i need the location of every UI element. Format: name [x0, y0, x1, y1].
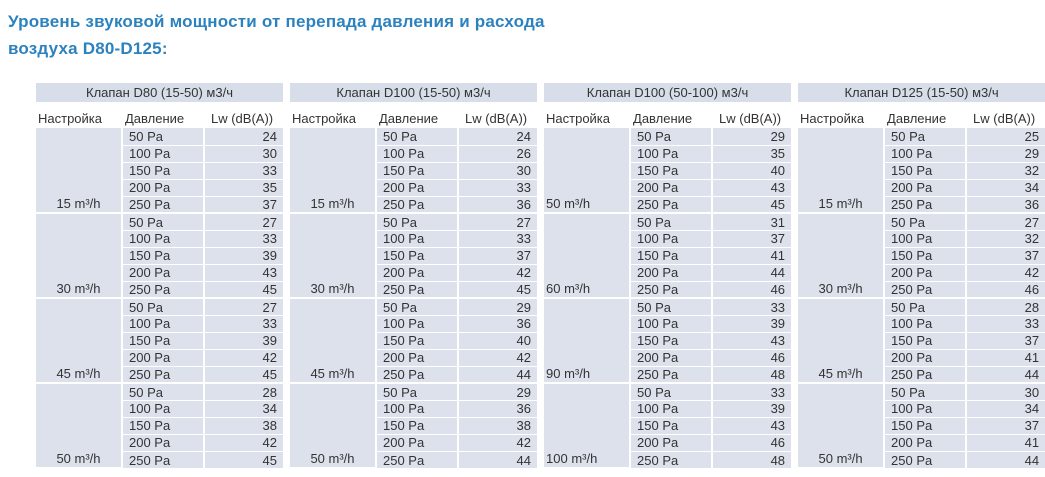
pressure-cell: 250 Pa — [376, 196, 458, 213]
lw-value-cell: 44 — [458, 366, 537, 383]
pressure-cell: 250 Pa — [884, 196, 966, 213]
column-header-lw: Lw (dB(A)) — [458, 102, 537, 128]
valve-table — [36, 83, 283, 469]
lw-value-cell: 29 — [458, 383, 537, 400]
table-row — [290, 213, 537, 230]
lw-value-cell: 45 — [204, 281, 283, 298]
lw-value-cell: 37 — [966, 332, 1045, 349]
lw-value-cell: 45 — [204, 451, 283, 468]
flow-setting-cell: 30 m³/h — [290, 213, 376, 298]
pressure-cell: 250 Pa — [630, 451, 712, 468]
pressure-cell: 150 Pa — [630, 162, 712, 179]
pressure-cell: 150 Pa — [122, 247, 204, 264]
lw-value-cell: 27 — [966, 213, 1045, 230]
pressure-cell: 50 Pa — [122, 383, 204, 400]
table-row — [544, 383, 791, 400]
lw-value-cell: 37 — [204, 196, 283, 213]
lw-value-cell: 41 — [966, 349, 1045, 366]
lw-value-cell: 43 — [712, 179, 791, 196]
pressure-cell: 50 Pa — [630, 213, 712, 230]
flow-setting-cell: 30 m³/h — [36, 213, 122, 298]
pressure-cell: 50 Pa — [122, 213, 204, 230]
pressure-cell: 250 Pa — [376, 366, 458, 383]
lw-value-cell: 34 — [204, 400, 283, 417]
pressure-cell: 250 Pa — [630, 366, 712, 383]
pressure-cell: 200 Pa — [630, 179, 712, 196]
lw-value-cell: 42 — [458, 349, 537, 366]
lw-value-cell: 32 — [966, 162, 1045, 179]
pressure-cell: 250 Pa — [122, 281, 204, 298]
pressure-cell: 250 Pa — [376, 281, 458, 298]
lw-value-cell: 46 — [712, 349, 791, 366]
pressure-cell: 200 Pa — [122, 349, 204, 366]
lw-value-cell: 36 — [458, 400, 537, 417]
lw-value-cell: 28 — [204, 383, 283, 400]
pressure-cell: 200 Pa — [884, 264, 966, 281]
pressure-cell: 100 Pa — [630, 315, 712, 332]
table-row — [798, 298, 1045, 315]
flow-setting-cell: 50 m³/h — [798, 383, 884, 468]
pressure-cell: 50 Pa — [376, 128, 458, 145]
column-header-pressure: Давление — [376, 102, 458, 128]
pressure-cell: 200 Pa — [376, 264, 458, 281]
flow-setting-cell: 45 m³/h — [36, 298, 122, 383]
lw-value-cell: 46 — [712, 281, 791, 298]
column-header-lw: Lw (dB(A)) — [712, 102, 791, 128]
column-header-lw: Lw (dB(A)) — [204, 102, 283, 128]
column-header-pressure: Давление — [122, 102, 204, 128]
flow-setting-cell: 15 m³/h — [290, 128, 376, 213]
pressure-cell: 200 Pa — [884, 434, 966, 451]
lw-value-cell: 43 — [712, 332, 791, 349]
column-header-setting: Настройка — [36, 102, 122, 128]
pressure-cell: 200 Pa — [630, 434, 712, 451]
table-row — [798, 128, 1045, 145]
pressure-cell: 200 Pa — [122, 264, 204, 281]
lw-value-cell: 32 — [966, 230, 1045, 247]
pressure-cell: 100 Pa — [376, 315, 458, 332]
flow-setting-cell: 50 m³/h — [290, 383, 376, 468]
pressure-cell: 100 Pa — [884, 400, 966, 417]
pressure-cell: 100 Pa — [376, 400, 458, 417]
lw-value-cell: 43 — [712, 417, 791, 434]
lw-value-cell: 44 — [966, 451, 1045, 468]
valve-table — [798, 83, 1045, 469]
flow-setting-cell: 45 m³/h — [798, 298, 884, 383]
lw-value-cell: 25 — [966, 128, 1045, 145]
lw-value-cell: 37 — [458, 247, 537, 264]
pressure-cell: 50 Pa — [376, 383, 458, 400]
lw-value-cell: 33 — [458, 230, 537, 247]
pressure-cell: 100 Pa — [884, 230, 966, 247]
lw-value-cell: 36 — [458, 315, 537, 332]
table-row — [290, 383, 537, 400]
flow-setting-cell: 90 m³/h — [544, 298, 630, 383]
pressure-cell: 250 Pa — [630, 281, 712, 298]
pressure-cell: 50 Pa — [122, 298, 204, 315]
pressure-cell: 250 Pa — [884, 366, 966, 383]
lw-value-cell: 45 — [204, 366, 283, 383]
lw-value-cell: 41 — [712, 247, 791, 264]
table-title: Клапан D80 (15-50) м3/ч — [36, 83, 283, 102]
pressure-cell: 200 Pa — [376, 179, 458, 196]
table-title: Клапан D125 (15-50) м3/ч — [798, 83, 1045, 102]
lw-value-cell: 33 — [204, 315, 283, 332]
pressure-cell: 100 Pa — [630, 400, 712, 417]
flow-setting-cell: 15 m³/h — [798, 128, 884, 213]
pressure-cell: 150 Pa — [630, 332, 712, 349]
lw-value-cell: 46 — [966, 281, 1045, 298]
lw-value-cell: 41 — [966, 434, 1045, 451]
lw-value-cell: 37 — [966, 417, 1045, 434]
lw-value-cell: 39 — [204, 332, 283, 349]
lw-value-cell: 31 — [712, 213, 791, 230]
lw-value-cell: 33 — [966, 315, 1045, 332]
lw-value-cell: 24 — [204, 128, 283, 145]
column-header-setting: Настройка — [544, 102, 630, 128]
pressure-cell: 50 Pa — [122, 128, 204, 145]
pressure-cell: 100 Pa — [376, 145, 458, 162]
table-row — [290, 128, 537, 145]
pressure-cell: 150 Pa — [122, 332, 204, 349]
lw-value-cell: 34 — [966, 179, 1045, 196]
pressure-cell: 150 Pa — [884, 332, 966, 349]
table-row — [544, 298, 791, 315]
lw-value-cell: 37 — [712, 230, 791, 247]
flow-setting-cell: 45 m³/h — [290, 298, 376, 383]
flow-setting-cell: 60 m³/h — [544, 213, 630, 298]
lw-value-cell: 30 — [204, 145, 283, 162]
lw-value-cell: 44 — [712, 264, 791, 281]
pressure-cell: 150 Pa — [122, 417, 204, 434]
pressure-cell: 50 Pa — [884, 128, 966, 145]
pressure-cell: 50 Pa — [884, 213, 966, 230]
lw-value-cell: 26 — [458, 145, 537, 162]
pressure-cell: 150 Pa — [376, 247, 458, 264]
lw-value-cell: 33 — [712, 383, 791, 400]
valve-table — [544, 83, 791, 469]
pressure-cell: 250 Pa — [122, 196, 204, 213]
lw-value-cell: 45 — [712, 196, 791, 213]
lw-value-cell: 30 — [966, 383, 1045, 400]
pressure-cell: 200 Pa — [630, 264, 712, 281]
pressure-cell: 50 Pa — [376, 298, 458, 315]
lw-value-cell: 34 — [966, 400, 1045, 417]
lw-value-cell: 44 — [458, 451, 537, 468]
table-row — [36, 298, 283, 315]
lw-value-cell: 45 — [458, 281, 537, 298]
pressure-cell: 50 Pa — [630, 298, 712, 315]
pressure-cell: 250 Pa — [630, 196, 712, 213]
lw-value-cell: 42 — [458, 264, 537, 281]
pressure-cell: 100 Pa — [376, 230, 458, 247]
lw-value-cell: 24 — [458, 128, 537, 145]
table-row — [290, 298, 537, 315]
pressure-cell: 250 Pa — [122, 366, 204, 383]
pressure-cell: 150 Pa — [884, 247, 966, 264]
pressure-cell: 150 Pa — [376, 332, 458, 349]
pressure-cell: 250 Pa — [884, 281, 966, 298]
lw-value-cell: 33 — [204, 162, 283, 179]
table-row — [544, 213, 791, 230]
lw-value-cell: 35 — [712, 145, 791, 162]
pressure-cell: 50 Pa — [884, 383, 966, 400]
pressure-cell: 100 Pa — [122, 230, 204, 247]
lw-value-cell: 36 — [458, 196, 537, 213]
lw-value-cell: 27 — [204, 298, 283, 315]
table-row — [36, 128, 283, 145]
lw-value-cell: 46 — [712, 434, 791, 451]
table-title: Клапан D100 (50-100) м3/ч — [544, 83, 791, 102]
lw-value-cell: 39 — [204, 247, 283, 264]
flow-setting-cell: 50 m³/h — [544, 128, 630, 213]
table-row — [544, 128, 791, 145]
pressure-cell: 150 Pa — [376, 162, 458, 179]
valve-tables-row — [36, 83, 1045, 469]
pressure-cell: 200 Pa — [376, 349, 458, 366]
pressure-cell: 100 Pa — [122, 315, 204, 332]
pressure-cell: 150 Pa — [630, 417, 712, 434]
lw-value-cell: 29 — [458, 298, 537, 315]
table-row — [36, 213, 283, 230]
page-title: Уровень звуковой мощности от перепада давления и расхода воздуха D80-D125: — [8, 12, 545, 59]
pressure-cell: 200 Pa — [122, 434, 204, 451]
column-header-lw: Lw (dB(A)) — [966, 102, 1045, 128]
pressure-cell: 100 Pa — [630, 145, 712, 162]
lw-value-cell: 28 — [966, 298, 1045, 315]
lw-value-cell: 44 — [966, 366, 1045, 383]
pressure-cell: 200 Pa — [884, 179, 966, 196]
flow-setting-cell: 100 m³/h — [544, 383, 630, 468]
pressure-cell: 50 Pa — [630, 383, 712, 400]
flow-setting-cell: 15 m³/h — [36, 128, 122, 213]
pressure-cell: 250 Pa — [122, 451, 204, 468]
lw-value-cell: 42 — [966, 264, 1045, 281]
table-row — [798, 383, 1045, 400]
pressure-cell: 100 Pa — [884, 145, 966, 162]
pressure-cell: 100 Pa — [630, 230, 712, 247]
lw-value-cell: 42 — [458, 434, 537, 451]
pressure-cell: 150 Pa — [122, 162, 204, 179]
lw-value-cell: 29 — [712, 128, 791, 145]
pressure-cell: 200 Pa — [630, 349, 712, 366]
pressure-cell: 200 Pa — [884, 349, 966, 366]
lw-value-cell: 38 — [204, 417, 283, 434]
pressure-cell: 250 Pa — [376, 451, 458, 468]
table-row — [36, 383, 283, 400]
pressure-cell: 100 Pa — [884, 315, 966, 332]
pressure-cell: 150 Pa — [630, 247, 712, 264]
pressure-cell: 150 Pa — [884, 162, 966, 179]
lw-value-cell: 48 — [712, 366, 791, 383]
lw-value-cell: 43 — [204, 264, 283, 281]
table-title: Клапан D100 (15-50) м3/ч — [290, 83, 537, 102]
lw-value-cell: 33 — [204, 230, 283, 247]
pressure-cell: 150 Pa — [884, 417, 966, 434]
column-header-setting: Настройка — [290, 102, 376, 128]
lw-value-cell: 36 — [966, 196, 1045, 213]
lw-value-cell: 40 — [712, 162, 791, 179]
pressure-cell: 50 Pa — [630, 128, 712, 145]
column-header-setting: Настройка — [798, 102, 884, 128]
column-header-pressure: Давление — [884, 102, 966, 128]
lw-value-cell: 42 — [204, 434, 283, 451]
lw-value-cell: 38 — [458, 417, 537, 434]
pressure-cell: 50 Pa — [884, 298, 966, 315]
lw-value-cell: 48 — [712, 451, 791, 468]
pressure-cell: 250 Pa — [884, 451, 966, 468]
pressure-cell: 200 Pa — [376, 434, 458, 451]
lw-value-cell: 42 — [204, 349, 283, 366]
lw-value-cell: 35 — [204, 179, 283, 196]
flow-setting-cell: 30 m³/h — [798, 213, 884, 298]
pressure-cell: 50 Pa — [376, 213, 458, 230]
lw-value-cell: 33 — [712, 298, 791, 315]
lw-value-cell: 40 — [458, 332, 537, 349]
lw-value-cell: 33 — [458, 179, 537, 196]
lw-value-cell: 27 — [204, 213, 283, 230]
table-row — [798, 213, 1045, 230]
lw-value-cell: 39 — [712, 315, 791, 332]
column-header-pressure: Давление — [630, 102, 712, 128]
lw-value-cell: 37 — [966, 247, 1045, 264]
valve-table — [290, 83, 537, 469]
lw-value-cell: 39 — [712, 400, 791, 417]
lw-value-cell: 29 — [966, 145, 1045, 162]
pressure-cell: 100 Pa — [122, 145, 204, 162]
pressure-cell: 100 Pa — [122, 400, 204, 417]
lw-value-cell: 27 — [458, 213, 537, 230]
pressure-cell: 150 Pa — [376, 417, 458, 434]
flow-setting-cell: 50 m³/h — [36, 383, 122, 468]
pressure-cell: 200 Pa — [122, 179, 204, 196]
lw-value-cell: 30 — [458, 162, 537, 179]
